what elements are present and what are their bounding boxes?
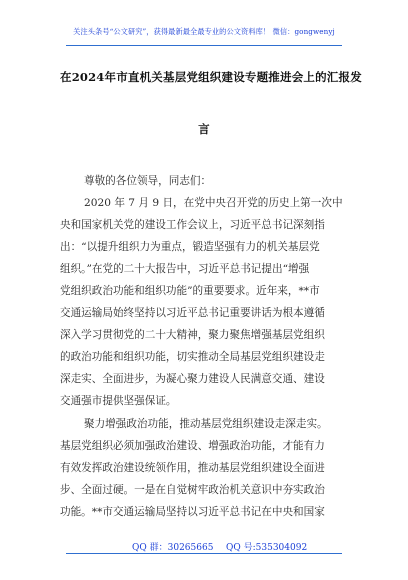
body-line: 央和国家机关党的建设工作会议上，习近平总书记深刻指 xyxy=(60,219,325,231)
body-line: 党组织政治功能和组织功能”的重要要求。近年来，**市 xyxy=(60,285,320,297)
document-title-line-2: 言 xyxy=(198,122,210,136)
body-line: 功能。**市交通运输局坚持以习近平总书记在中央和国家 xyxy=(60,506,325,518)
salutation: 尊敬的各位领导，同志们： xyxy=(84,175,212,187)
promo-banner: 关注头条号“公文研究”，获得最新最全最专业的公文资料库！ 微信：gongwenyj xyxy=(73,27,335,36)
body-line: 组织。”在党的二十大报告中，习近平总书记提出“增强 xyxy=(60,263,310,275)
footer-divider xyxy=(66,553,342,554)
body-line: 有效发挥政治建设统领作用，推动基层党组织建设全面进 xyxy=(60,462,325,474)
body-line: 步、全面过硬。一是在自觉树牢政治机关意识中夯实政治 xyxy=(60,484,325,496)
body-line: 出：“以提升组织力为重点，锻造坚强有力的机关基层党 xyxy=(60,241,320,253)
body-line: 基层党组织必须加强政治建设、增强政治功能，才能有力 xyxy=(60,440,325,452)
body-line: 深入学习贯彻党的二十大精神，聚力聚焦增强基层党组织 xyxy=(60,329,325,341)
body-line: 深走实、全面进步，为凝心聚力建设人民满意交通、建设 xyxy=(60,373,325,385)
section-heading: 聚力增强政治功能，推动基层党组织建设走深走实。 xyxy=(84,418,328,430)
body-line: 交通运输局始终坚持以习近平总书记重要讲话为根本遵循 xyxy=(60,307,325,319)
body-line: 交通强市提供坚强保证。 xyxy=(60,395,177,407)
qq-group-number: QQ 群：30265665 xyxy=(132,543,214,553)
body-line: 2020 年 7 月 9 日，在党中央召开党的历史上第一次中 xyxy=(84,197,343,209)
header-divider xyxy=(66,45,342,46)
qq-account-number: QQ 号:535304092 xyxy=(226,543,308,553)
body-line: 的政治功能和组织功能，切实推动全局基层党组织建设走 xyxy=(60,351,325,363)
document-title-line-1: 在2024年市直机关基层党组织建设专题推进会上的汇报发 xyxy=(60,70,362,84)
